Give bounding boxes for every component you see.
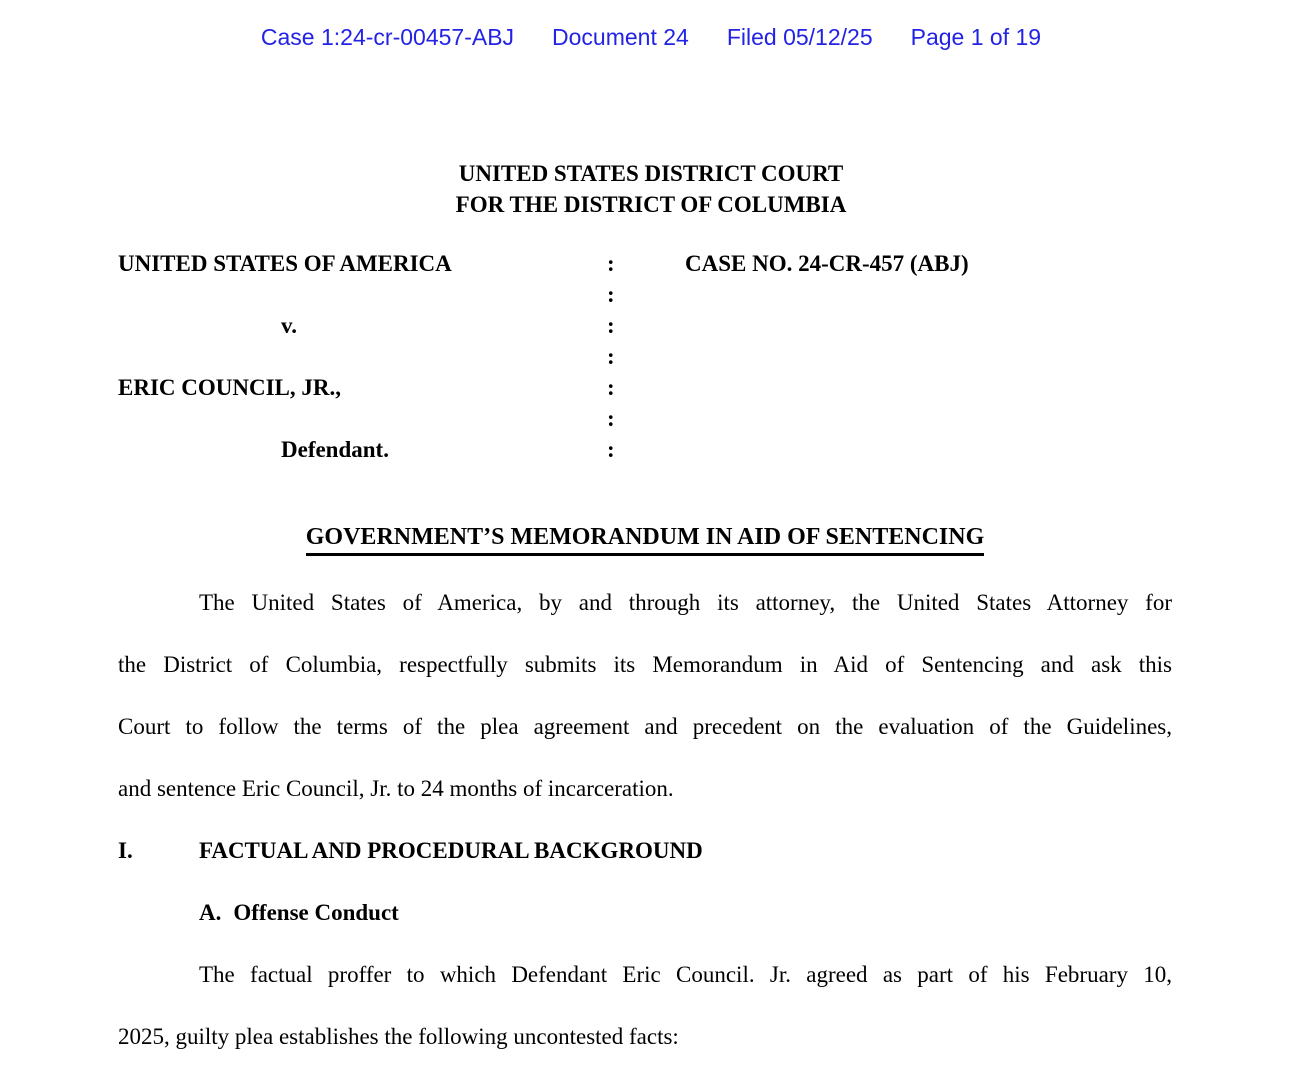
subsection-heading-a-text: Offense Conduct (233, 900, 399, 925)
court-name (0, 158, 1302, 220)
case-number-stamp: Case 1:24-cr-00457-ABJ (260, 24, 515, 50)
case-number: CASE NO. 24-CR-457 (ABJ) (685, 251, 969, 276)
page-number-stamp: Page 1 of 19 (910, 24, 1042, 50)
caption-row (118, 403, 1172, 434)
caption-colon: : (607, 313, 615, 338)
caption-row (118, 310, 1172, 341)
subsection-heading-a (118, 898, 1172, 960)
caption-colon: : (607, 406, 615, 431)
case-caption (118, 248, 1172, 465)
para1-line1: The United States of America, by and through its attorney, the United States Attorney for (199, 590, 1172, 615)
para2-line1: The factual proffer to which Defendant Eric Council. Jr. agreed as part of his February 10, (199, 962, 1172, 987)
para1-line4: and sentence Eric Council, Jr. to 24 months of incarceration. (118, 776, 674, 801)
document-body (118, 588, 1172, 1068)
caption-row (118, 341, 1172, 372)
memorandum-title (118, 524, 1172, 551)
subsection-heading-a-letter: A. (199, 900, 222, 925)
section-heading-1-numeral: I. (118, 838, 133, 863)
para1-line3: Court to follow the terms of the plea agreement and precedent on the evaluation of the Guidelines, (118, 714, 1172, 739)
defendant-name: ERIC COUNCIL, JR., (118, 375, 341, 400)
versus-label: v. (281, 313, 297, 338)
document-number-stamp: Document 24 (552, 24, 689, 50)
pacer-stamp-header (0, 24, 1302, 51)
memorandum-title-text: GOVERNMENT’S MEMORANDUM IN AID OF SENTENCING (306, 524, 984, 556)
caption-row (118, 372, 1172, 403)
section-heading-1 (118, 836, 1172, 898)
para1-line2: the District of Columbia, respectfully submits its Memorandum in Aid of Sentencing and ask this (118, 652, 1172, 677)
caption-colon: : (607, 344, 615, 369)
court-name-line1: UNITED STATES DISTRICT COURT (458, 161, 844, 186)
para2-line2: 2025, guilty plea establishes the following uncontested facts: (118, 1024, 679, 1049)
caption-row (118, 434, 1172, 465)
caption-colon: : (607, 437, 615, 462)
caption-row (118, 248, 1172, 279)
filed-date-stamp: Filed 05/12/25 (726, 24, 873, 50)
section-heading-1-text: FACTUAL AND PROCEDURAL BACKGROUND (199, 838, 703, 863)
plaintiff-name: UNITED STATES OF AMERICA (118, 251, 452, 276)
caption-colon: : (607, 251, 615, 276)
caption-colon: : (607, 375, 615, 400)
court-name-line2: FOR THE DISTRICT OF COLUMBIA (455, 192, 847, 217)
caption-row (118, 279, 1172, 310)
defendant-label: Defendant. (281, 437, 389, 462)
caption-colon: : (607, 282, 615, 307)
